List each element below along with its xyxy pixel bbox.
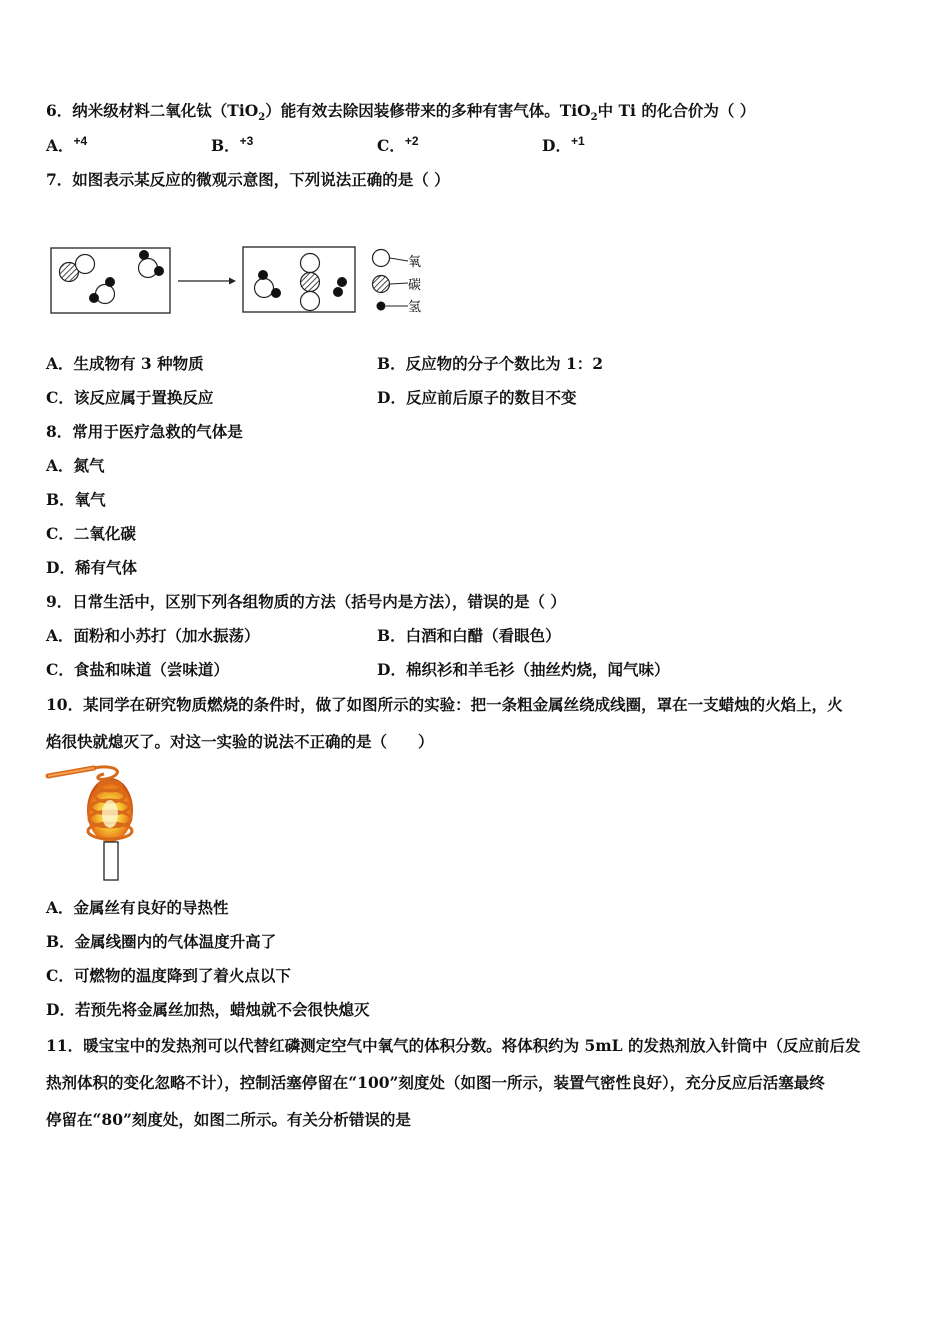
q8-stem: 8．常用于医疗急救的气体是 xyxy=(46,422,243,441)
hydrogen-atom xyxy=(337,277,347,287)
oxygen-atom xyxy=(139,259,158,278)
hydrogen-atom xyxy=(89,293,99,303)
q6-option-a-value: +4 xyxy=(73,134,88,148)
oxygen-atom xyxy=(255,279,274,298)
hydrogen-atom xyxy=(154,266,164,276)
q7-option-d[interactable]: D．反应前后原子的数目不变 xyxy=(377,388,577,407)
q7-stem: 7．如图表示某反应的微观示意图，下列说法正确的是（ ） xyxy=(46,170,450,189)
q6-option-a-label: A． xyxy=(46,136,74,155)
legend-oxygen-label: 氧 xyxy=(408,255,422,270)
legend-oxygen-icon xyxy=(373,250,390,267)
q6-stem xyxy=(46,101,755,128)
hydrogen-atom xyxy=(271,288,281,298)
oxygen-atom xyxy=(301,292,320,311)
q6-text-a: 纳米级材料二氧化钛（TiO xyxy=(72,101,259,120)
q10-option-c[interactable]: C．可燃物的温度降到了着火点以下 xyxy=(46,966,291,985)
q7-option-a[interactable]: A．生成物有 3 种物质 xyxy=(46,354,204,373)
q8-option-b[interactable]: B．氧气 xyxy=(46,490,106,509)
oxygen-atom xyxy=(76,255,95,274)
hydrogen-atom xyxy=(258,270,268,280)
q11-stem-line3: 停留在“80”刻度处，如图二所示。有关分析错误的是 xyxy=(46,1110,411,1129)
q7-reaction-diagram xyxy=(48,240,438,320)
oxygen-atom xyxy=(301,254,320,273)
q9-option-c[interactable]: C．食盐和味道（尝味道） xyxy=(46,660,229,679)
q6-number: 6． xyxy=(46,101,73,120)
q6-option-d-label: D． xyxy=(542,136,571,155)
q10-option-b[interactable]: B．金属线圈内的气体温度升高了 xyxy=(46,932,277,951)
q6-option-b-value: +3 xyxy=(239,134,254,148)
q11-stem-line1: 11．暖宝宝中的发热剂可以代替红磷测定空气中氧气的体积分数。将体积约为 5mL 的发热剂放入针筒中（反应前后发 xyxy=(46,1036,861,1055)
candle xyxy=(104,842,118,880)
candle-coil-figure xyxy=(44,762,154,884)
hydrogen-atom xyxy=(139,250,149,260)
q6-option-d-value: +1 xyxy=(570,134,585,148)
q6-option-c-value: +2 xyxy=(404,134,419,148)
q9-option-d[interactable]: D．棉织衫和羊毛衫（抽丝灼烧，闻气味） xyxy=(377,660,670,679)
hydrogen-atom xyxy=(333,287,343,297)
legend-carbon-icon xyxy=(373,276,390,293)
legend-carbon-label: 碳 xyxy=(408,278,422,293)
q6-sub2: 2 xyxy=(590,112,598,124)
legend-hydrogen-icon xyxy=(377,302,386,311)
q6-option-d[interactable] xyxy=(542,136,585,157)
legend-hydrogen-label: 氢 xyxy=(408,300,422,315)
q6-text-b: ）能有效去除因装修带来的多种有害气体。TiO xyxy=(265,101,591,120)
q6-option-b[interactable] xyxy=(211,136,253,157)
q9-option-b[interactable]: B．白酒和白醋（看眼色） xyxy=(377,626,561,645)
q6-option-c[interactable] xyxy=(377,136,419,157)
q6-option-b-label: B． xyxy=(211,136,240,155)
q6-text-c: 中 Ti 的化合价为（ ） xyxy=(597,101,756,120)
q10-option-d[interactable]: D．若预先将金属丝加热，蜡烛就不会很快熄灭 xyxy=(46,1000,370,1019)
q8-option-c[interactable]: C．二氧化碳 xyxy=(46,524,136,543)
q6-sub1: 2 xyxy=(258,112,266,124)
q8-option-d[interactable]: D．稀有气体 xyxy=(46,558,137,577)
q9-option-a[interactable]: A．面粉和小苏打（加水振荡） xyxy=(46,626,260,645)
hydrogen-atom xyxy=(105,277,115,287)
q11-stem-line2: 热剂体积的变化忽略不计），控制活塞停留在“100”刻度处（如图一所示，装置气密性良好），充分反应后活塞最终 xyxy=(46,1073,825,1092)
q7-option-b[interactable]: B．反应物的分子个数比为 1：2 xyxy=(377,354,604,373)
q6-option-a[interactable] xyxy=(46,136,87,157)
q10-stem-line1: 10．某同学在研究物质燃烧的条件时，做了如图所示的实验：把一条粗金属丝绕成线圈，罩在一支蜡烛的火焰上，火 xyxy=(46,695,843,714)
q8-option-a[interactable]: A．氮气 xyxy=(46,456,105,475)
q9-stem: 9．日常生活中，区别下列各组物质的方法（括号内是方法），错误的是（ ） xyxy=(46,592,566,611)
carbon-atom xyxy=(301,273,320,292)
q7-option-c[interactable]: C．该反应属于置换反应 xyxy=(46,388,214,407)
q10-stem-line2: 焰很快就熄灭了。对这一实验的说法不正确的是（ ） xyxy=(46,732,434,751)
q6-option-c-label: C． xyxy=(377,136,405,155)
q10-option-a[interactable]: A．金属丝有良好的导热性 xyxy=(46,898,229,917)
oxygen-atom xyxy=(96,285,115,304)
